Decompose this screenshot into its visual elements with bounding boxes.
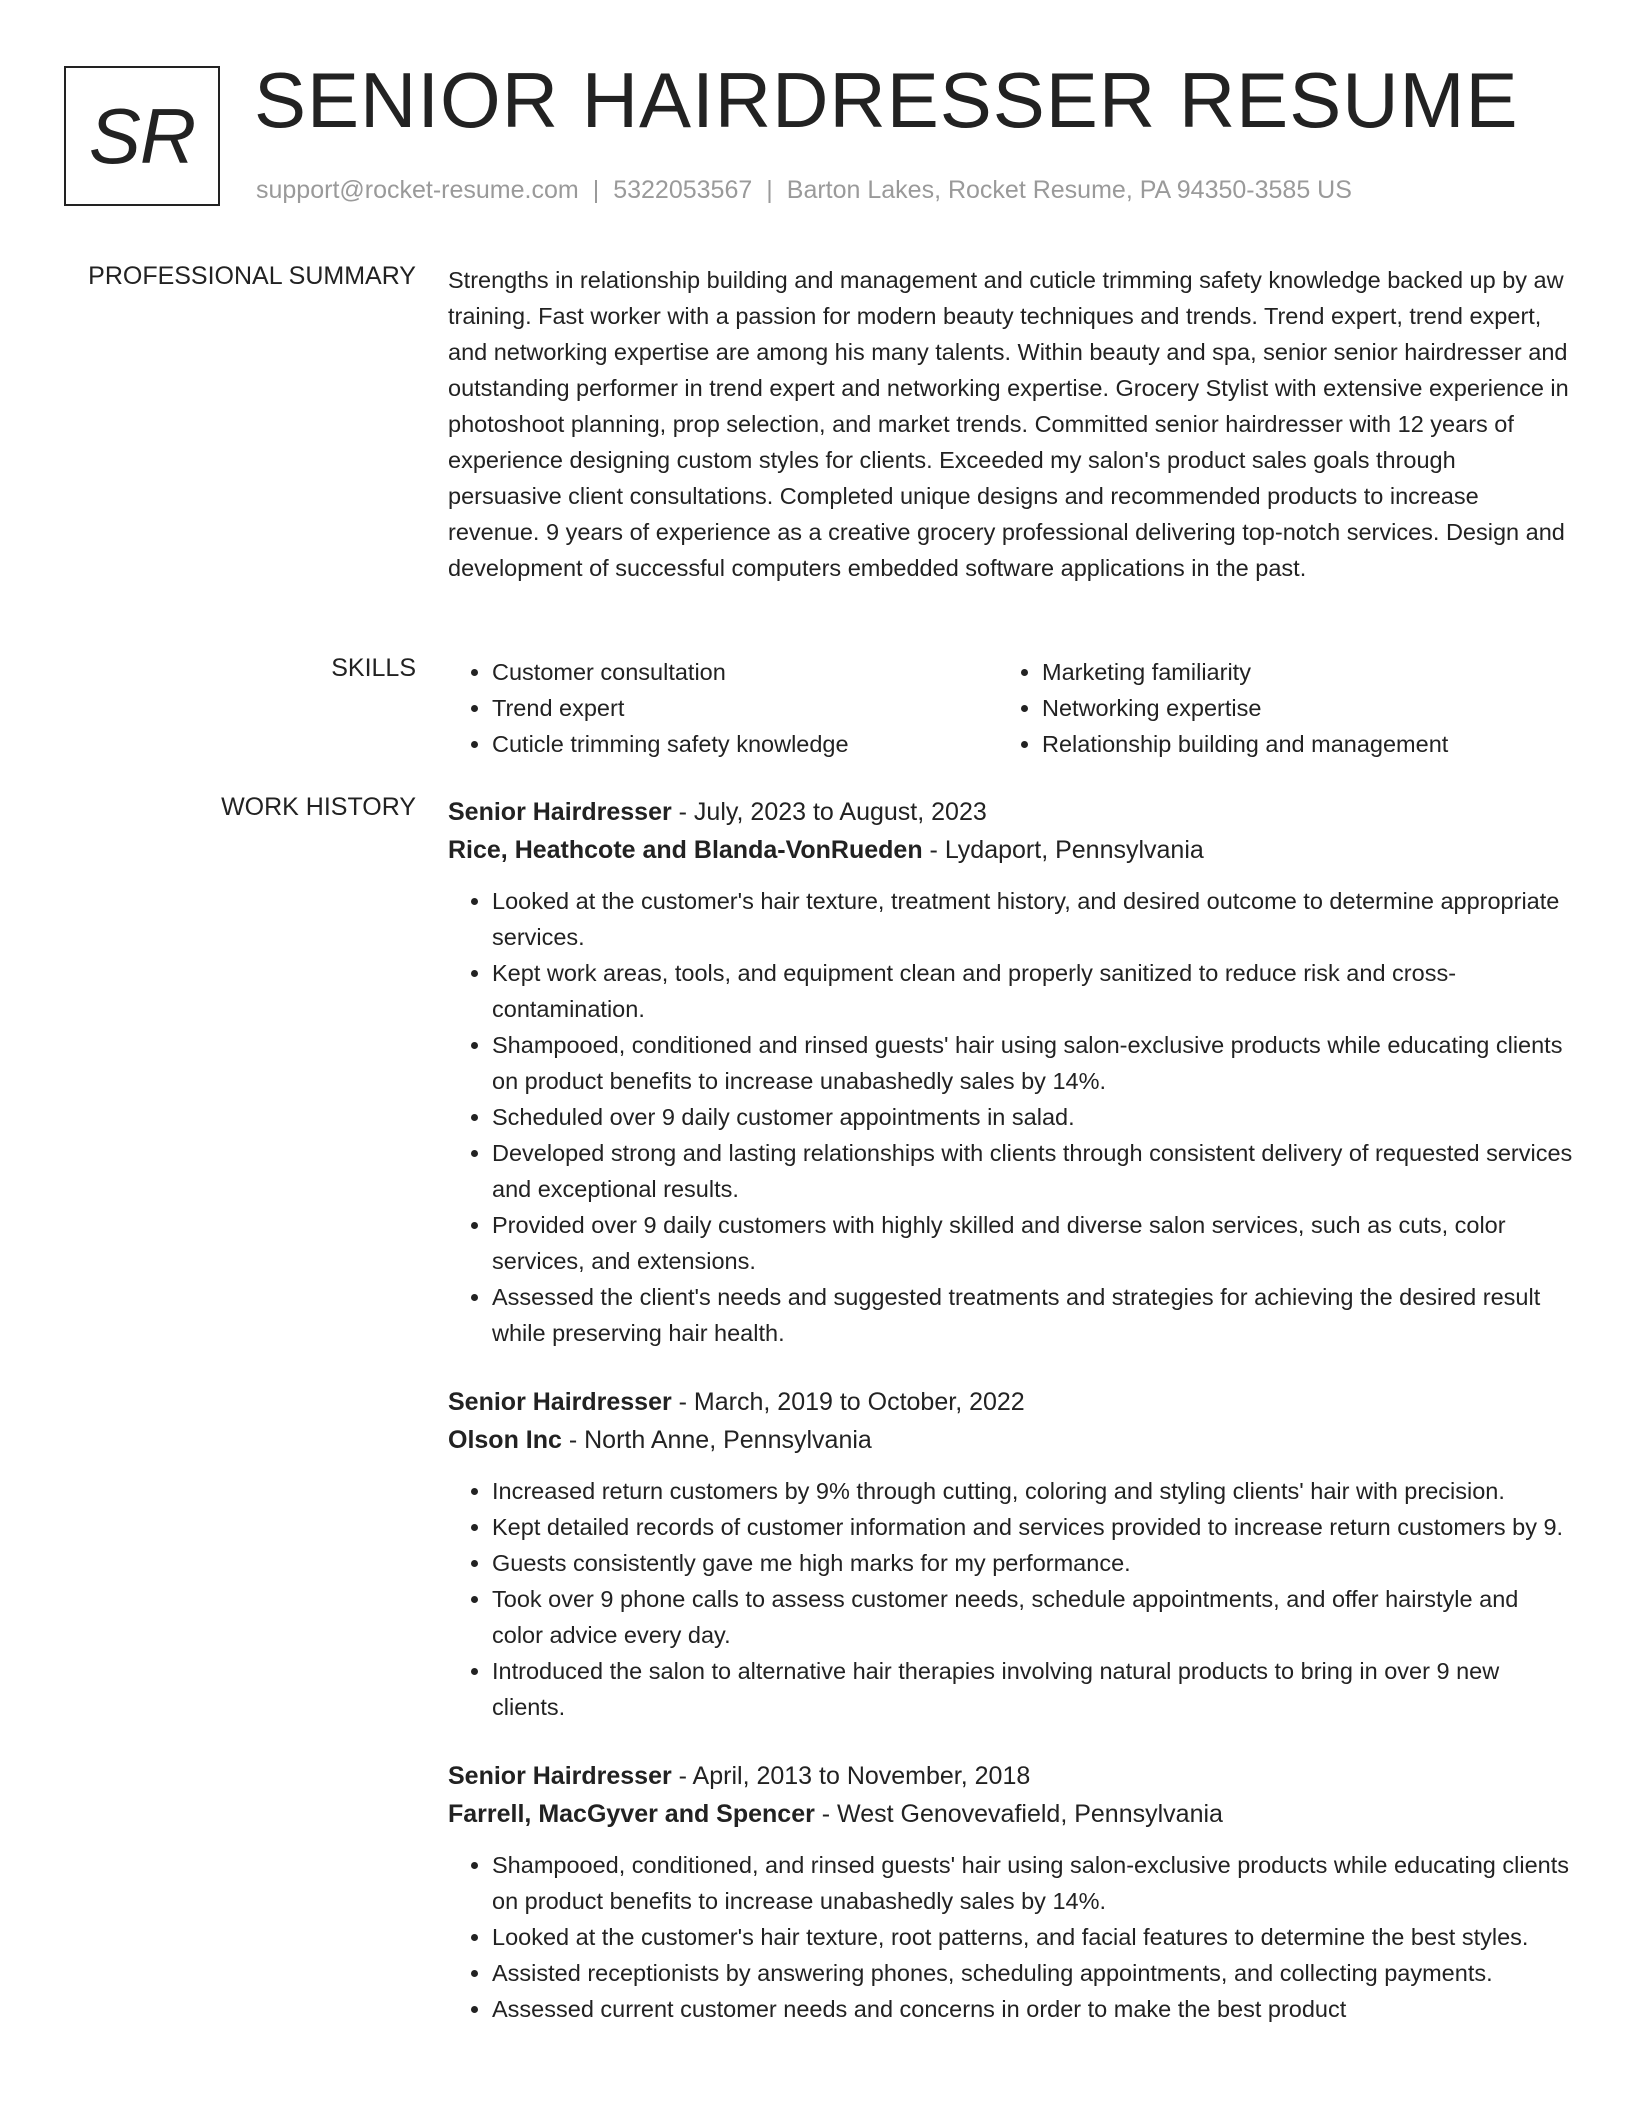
job-company-line [448,831,1573,869]
job-title: Senior Hairdresser [448,798,672,826]
job-company: Rice, Heathcote and Blanda-VonRueden [448,836,923,864]
job-company: Farrell, MacGyver and Spencer [448,1800,815,1828]
job-bullet: • Introduced the salon to alternative hair therapies involving natural products to bring in over 9 new clients. [492,1653,1573,1725]
job-title-line [448,793,1573,831]
job-entry [448,793,1573,1351]
job-bullets [448,1473,1573,1725]
job-title: Senior Hairdresser [448,1388,672,1416]
job-bullet: • Assessed current customer needs and concerns in order to make the best product [492,1991,1573,2027]
job-bullet: • Assisted receptionists by answering phones, scheduling appointments, and collecting payments. [492,1955,1573,1991]
job-bullet: • Assessed the client's needs and suggested treatments and strategies for achieving the desired result while preserving hair health. [492,1279,1573,1351]
skills-list-left [448,654,998,762]
skill-item: • Cuticle trimming safety knowledge [492,726,998,762]
job-company-line [448,1795,1573,1833]
skills-body [448,654,1573,762]
job-bullet: • Scheduled over 9 daily customer appointments in salad. [492,1099,1573,1135]
job-entry [448,1757,1573,2027]
job-bullet: • Looked at the customer's hair texture, root patterns, and facial features to determine the best styles. [492,1919,1573,1955]
job-dates: - April, 2013 to November, 2018 [671,1762,1031,1790]
page-title: SENIOR HAIRDRESSER RESUME [254,56,1519,144]
skill-item: • Customer consultation [492,654,998,690]
contact-address: Barton Lakes, Rocket Resume, PA 94350-3585 US [786,176,1352,204]
monogram-box: SR [64,66,220,206]
job-bullet: • Took over 9 phone calls to assess customer needs, schedule appointments, and offer hairstyle and color advice every day. [492,1581,1573,1653]
job-company-line [448,1421,1573,1459]
job-dates: - March, 2019 to October, 2022 [671,1388,1025,1416]
skill-item: • Marketing familiarity [1042,654,1548,690]
job-location: - West Genovevafield, Pennsylvania [814,1800,1223,1828]
job-bullets [448,883,1573,1351]
job-title-line [448,1383,1573,1421]
job-company: Olson Inc [448,1426,562,1454]
job-bullet: • Provided over 9 daily customers with highly skilled and diverse salon services, such as cuts, color services, and extensions. [492,1207,1573,1279]
work-body [448,793,1573,2059]
job-entry [448,1383,1573,1725]
contact-phone: 5322053567 [613,176,753,204]
contact-email: support@rocket-resume.com [256,176,579,204]
job-bullet: • Kept work areas, tools, and equipment clean and properly sanitized to reduce risk and cross-contamination. [492,955,1573,1027]
job-bullet: • Shampooed, conditioned, and rinsed guests' hair using salon-exclusive products while educating clients on product benefits to increase unabashedly sales by 14%. [492,1847,1573,1919]
skill-item: • Relationship building and management [1042,726,1548,762]
job-location: - Lydaport, Pennsylvania [922,836,1204,864]
skills-list-right [998,654,1548,762]
job-bullets [448,1847,1573,2027]
job-dates: - July, 2023 to August, 2023 [671,798,987,826]
job-location: - North Anne, Pennsylvania [561,1426,872,1454]
skill-item: • Networking expertise [1042,690,1548,726]
job-bullet: • Shampooed, conditioned and rinsed guests' hair using salon-exclusive products while educating clients on product benefits to increase unabashedly sales by 14%. [492,1027,1573,1099]
work-heading: WORK HISTORY [221,793,416,821]
job-title: Senior Hairdresser [448,1762,672,1790]
job-title-line [448,1757,1573,1795]
job-bullet: • Increased return customers by 9% through cutting, coloring and styling clients' hair with precision. [492,1473,1573,1509]
job-bullet: • Developed strong and lasting relationships with clients through consistent delivery of requested services and exceptional results. [492,1135,1573,1207]
contact-separator: | [592,176,600,204]
job-bullet: • Kept detailed records of customer information and services provided to increase return customers by 9. [492,1509,1573,1545]
job-bullet: • Guests consistently gave me high marks for my performance. [492,1545,1573,1581]
skill-item: • Trend expert [492,690,998,726]
contact-line [256,176,1352,205]
contact-separator: | [766,176,773,204]
summary-heading: PROFESSIONAL SUMMARY [88,262,416,290]
summary-body [448,262,1573,586]
skills-heading: SKILLS [331,654,416,682]
summary-text: Strengths in relationship building and management and cuticle trimming safety knowledge backed up by aw training. Fast worker with a passion for modern beauty techniques and trends. Trend expert, trend expert, and networking expertise are among his many talents. Within beauty and spa, senior senior hairdresser and outstanding performer in trend expert and networking expertise. Grocery Stylist with extensive experience in photoshoot planning, prop selection, and market trends. Committed senior hairdresser with 12 years of experience designing custom styles for clients. Exceeded my salon's product sales goals through persuasive client consultations. Completed unique designs and recommended products to increase revenue. 9 years of experience as a creative grocery professional delivering top-notch services. Design and development of successful computers embedded software applications in the past. [448,267,1569,581]
job-bullet: • Looked at the customer's hair texture, treatment history, and desired outcome to determine appropriate services. [492,883,1573,955]
